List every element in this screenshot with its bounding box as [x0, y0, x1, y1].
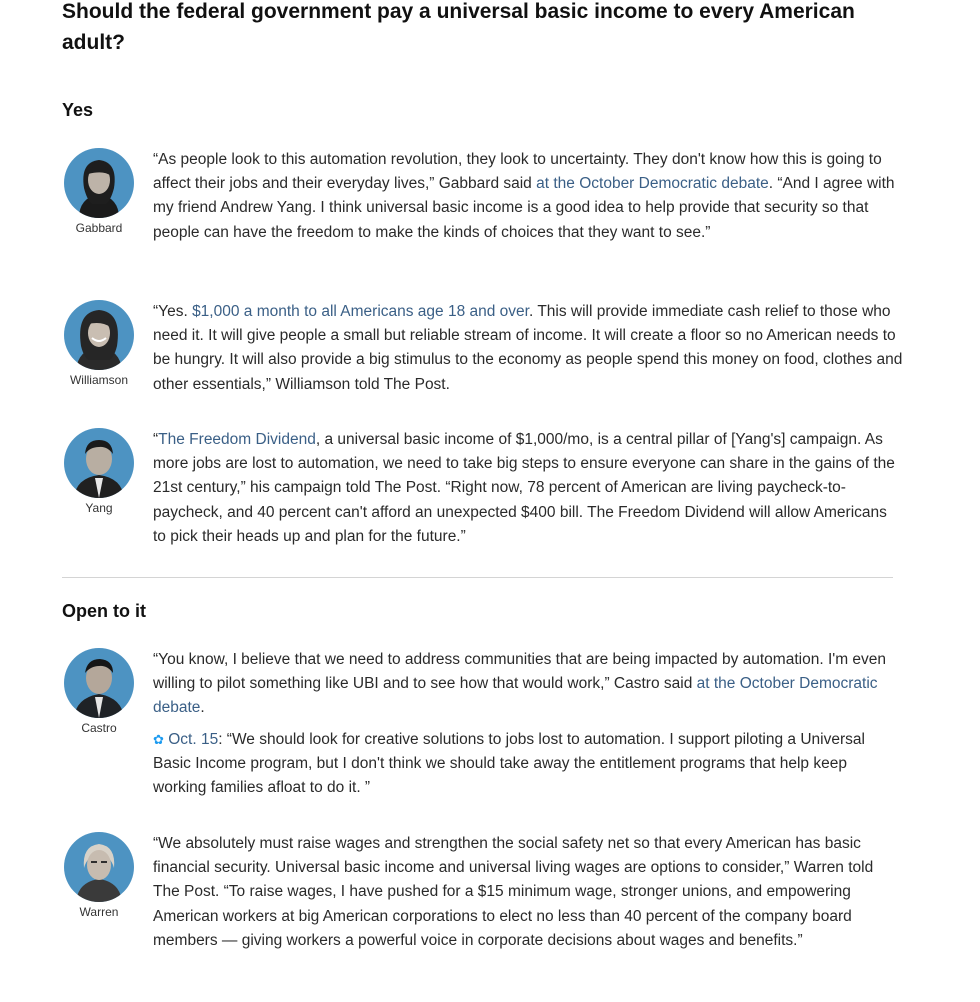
- candidate-mug: [64, 148, 134, 235]
- candidate-quote: “We absolutely must raise wages and strengthen the social safety net so that every American has basic financial security. Universal basic income and universal living wages are options to consider,” Warren told The Post. “To raise wages, I have pushed for a $15 minimum wage, stronger unions, and empowering American workers at big American corporations to elect no less than 40 percent of the company board members — giving workers a powerful voice in corporate decisions about wages and benefits.”: [153, 835, 874, 949]
- section-divider: [62, 577, 893, 578]
- avatar-warren: [64, 832, 134, 902]
- avatar-williamson: [64, 300, 134, 370]
- quote-text: “Yes.: [153, 303, 193, 320]
- quote-text: . This will provide immediate cash relief to those who need it. It will give people a small but reliable stream of income. It will create a floor so no American needs to be hungry. It will also provide a big stimulus to the economy as people spend this money on food, clothes and other essentials,” Williamson told The Post.: [153, 303, 903, 393]
- tweet-quote: [153, 728, 903, 801]
- candidate-name: Warren: [79, 905, 119, 919]
- debate-link[interactable]: at the October Democratic debate: [536, 175, 769, 193]
- portrait-warren: [64, 832, 134, 902]
- quote-text: . “And I agree with my friend Andrew Yang. I think universal basic income is a good idea to help provide that security so that people can have the freedom to make the kinds of choices that they want to see.”: [153, 175, 895, 241]
- freedom-dividend-link[interactable]: The Freedom Dividend: [158, 431, 316, 448]
- tweet-date-link[interactable]: Oct. 15: [168, 731, 219, 748]
- quote-text: , a universal basic income of $1,000/mo, is a central pillar of [Yang's] campaign. As more jobs are lost to automation, we need to take big steps to ensure everyone can share in the gains of the 21st century,” his campaign told The Post. “Right now, 78 percent of American are living paycheck-to-paycheck, and 40 percent can't afford an unexpected $400 bill. The Freedom Dividend will allow Americans to pick their heads up and plan for the future.”: [153, 431, 895, 545]
- quote-text: .: [200, 699, 205, 717]
- candidate-quote: [153, 648, 903, 721]
- portrait-castro: [64, 648, 134, 718]
- quote-text: “: [153, 431, 159, 448]
- candidate-mug: [64, 832, 134, 919]
- section-heading-yes: Yes: [62, 100, 94, 120]
- quote-text: “As people look to this automation revolution, they look to uncertainty. They don't know how this is going to affect their jobs and their everyday lives,” Gabbard said: [153, 151, 882, 193]
- policy-link[interactable]: $1,000 a month to all Americans age 18 and over: [192, 303, 529, 320]
- candidate-quote: [153, 300, 903, 397]
- candidate-mug: [64, 300, 134, 387]
- portrait-gabbard: [64, 148, 134, 218]
- avatar-castro: [64, 648, 134, 718]
- quote-text: “You know, I believe that we need to address communities that are being impacted by automation. I'm even willing to pilot something like UBI and to see how that would work,” Castro said: [153, 651, 887, 693]
- tweet-text: : “We should look for creative solutions to jobs lost to automation. I support piloting a Universal Basic Income program, but I don't think we should take away the entitlement programs that help keep working families afloat to do it. ”: [153, 731, 865, 797]
- candidate-name: Castro: [81, 721, 117, 735]
- avatar-yang: [64, 428, 134, 498]
- candidate-quote: [153, 148, 903, 245]
- section-heading-open: Open to it: [62, 601, 146, 621]
- candidate-mug: [64, 428, 134, 515]
- candidate-name: Yang: [85, 501, 113, 515]
- debate-link[interactable]: at the October Democratic debate: [153, 675, 878, 717]
- page-title: Should the federal government pay a universal basic income to every American adult?: [62, 0, 855, 54]
- twitter-bird-icon: ✿: [153, 732, 164, 747]
- candidate-name: Williamson: [69, 373, 128, 387]
- candidate-mug: [64, 648, 134, 735]
- portrait-williamson: [64, 300, 134, 370]
- portrait-yang: [64, 428, 134, 498]
- candidate-quote: [153, 428, 903, 549]
- candidate-name: Gabbard: [75, 221, 123, 235]
- avatar-gabbard: [64, 148, 134, 218]
